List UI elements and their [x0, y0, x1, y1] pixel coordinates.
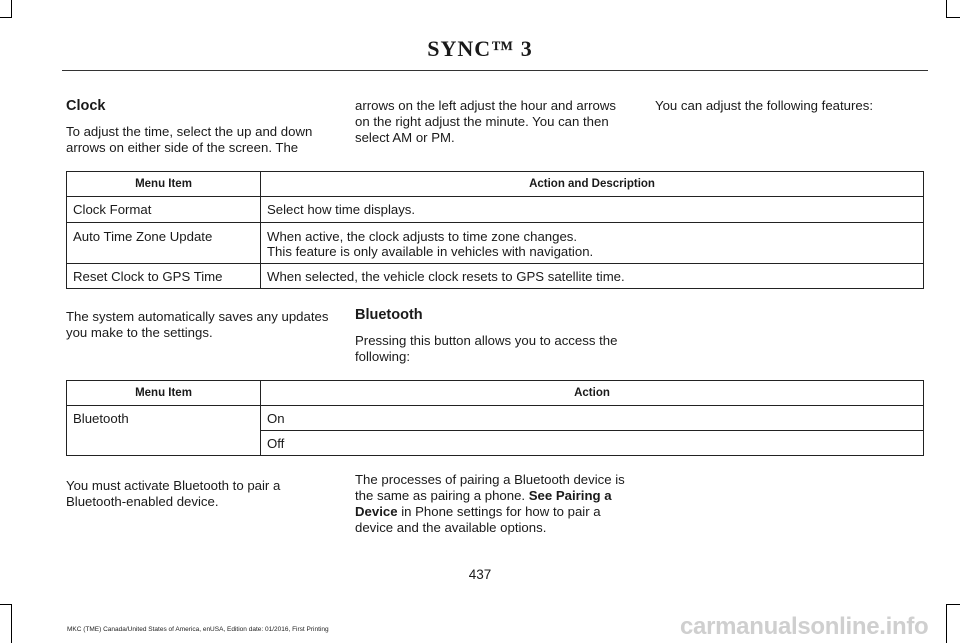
clock-text-1: To adjust the time, select the up and down arrows on either side of the screen. The: [66, 124, 313, 155]
pairing-text-before: The processes of pairing a Bluetooth device is the same as pairing a phone.: [355, 472, 625, 503]
bluetooth-table: [66, 380, 924, 456]
description-cell: [261, 264, 924, 289]
clock-column-2: [355, 98, 633, 146]
description-line: When active, the clock adjusts to time zone changes.: [267, 229, 578, 244]
crop-mark: [0, 17, 12, 18]
clock-column-3: [655, 98, 925, 114]
crop-mark: [0, 604, 12, 605]
clock-text-2: arrows on the left adjust the hour and arrows on the right adjust the minute. You can then select AM or PM.: [355, 98, 616, 145]
clock-column-1: [66, 98, 338, 156]
crop-mark: [946, 604, 947, 643]
description-cell: [261, 223, 924, 264]
menu-item-cell: Clock Format: [67, 197, 261, 223]
footer-text: MKC (TME) Canada/United States of America, enUSA, Edition date: 01/2016, First Printing: [67, 626, 329, 633]
description-cell: [261, 197, 924, 223]
page-number: 437: [468, 567, 492, 582]
action-cell: Off: [261, 431, 924, 456]
pairing-text: [355, 472, 633, 536]
table-row: [67, 197, 924, 223]
header-rule: [62, 70, 928, 71]
clock-heading: Clock: [66, 98, 106, 114]
menu-item-cell: Reset Clock to GPS Time: [67, 264, 261, 289]
action-cell: On: [261, 406, 924, 431]
watermark-logo: carmanualsonline.info: [680, 613, 929, 640]
table-row: [67, 223, 924, 264]
pairing-text-after: in Phone settings for how to pair a device and the available options.: [355, 504, 601, 535]
autosave-text: The system automatically saves any updates you make to the settings.: [66, 309, 329, 340]
crop-mark: [11, 604, 12, 643]
table-row: [67, 406, 924, 431]
activate-text: You must activate Bluetooth to pair a Bluetooth-enabled device.: [66, 478, 281, 509]
table-row: [67, 264, 924, 289]
menu-item-cell: Bluetooth: [67, 406, 261, 456]
clock-text-3: You can adjust the following features:: [655, 98, 873, 113]
page-title: SYNC™ 3: [427, 36, 533, 61]
pairing-link[interactable]: See Pairing a Device: [355, 488, 612, 519]
bluetooth-heading: Bluetooth: [355, 307, 423, 323]
autosave-column: [66, 309, 341, 341]
description-line: This feature is only available in vehicles with navigation.: [267, 244, 594, 259]
description-line: Select how time displays.: [267, 202, 416, 217]
activate-column: [66, 478, 316, 510]
table-header: Action: [261, 381, 924, 406]
crop-mark: [946, 17, 960, 18]
table-header: Menu Item: [67, 172, 261, 197]
table-header: Action and Description: [261, 172, 924, 197]
table-header: Menu Item: [67, 381, 261, 406]
menu-item-cell: Auto Time Zone Update: [67, 223, 261, 264]
pairing-column: [355, 472, 633, 536]
description-line: When selected, the vehicle clock resets to GPS satellite time.: [267, 268, 625, 284]
clock-table: [66, 171, 924, 289]
crop-mark: [11, 0, 12, 18]
crop-mark: [946, 0, 947, 18]
bluetooth-intro: Pressing this button allows you to access the following:: [355, 333, 618, 364]
crop-mark: [946, 604, 960, 605]
bluetooth-column: [355, 307, 635, 365]
